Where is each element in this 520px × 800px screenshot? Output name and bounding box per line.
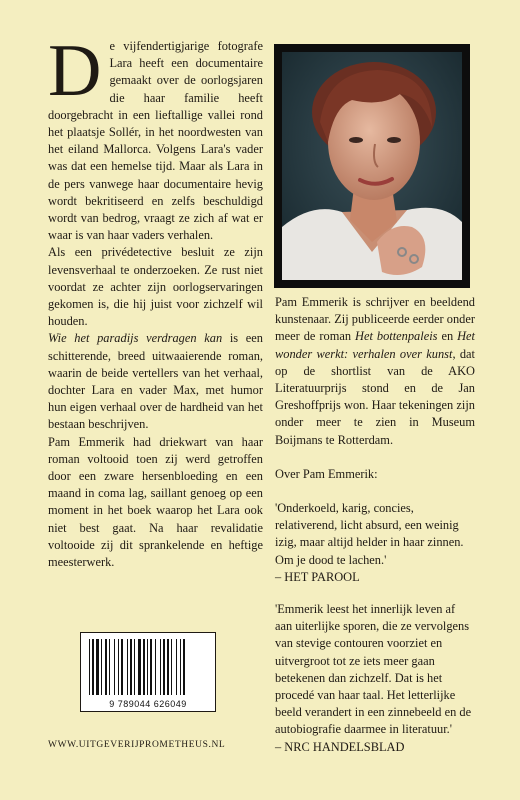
review-source-2: – NRC HANDELSBLAD xyxy=(275,739,405,754)
author-portrait-image xyxy=(282,52,462,280)
back-cover-description xyxy=(48,30,263,571)
review-quote-1: 'Onderkoeld, karig, concies, relativerend, licht absurd, een weinig izig, maar altijd helder in haar zinnen. Om je dood te lachen.' – HET PAROOL xyxy=(275,500,475,586)
description-paragraph-2: Als een privédetective besluit ze zijn levensverhaal te onderzoeken. Ze rust niet voordat ze achter zijn oorlogservaringen gekomen is, die hij juist voor zichzelf wil houden. xyxy=(48,245,263,329)
drop-cap: D xyxy=(48,30,102,112)
reviews-heading: Over Pam Emmerik: xyxy=(275,466,378,481)
bio-title-1: Het bottenpaleis xyxy=(355,329,438,344)
author-photo-frame xyxy=(274,44,470,288)
review-source-1: – HET PAROOL xyxy=(275,569,360,584)
author-photo xyxy=(282,52,462,280)
description-paragraph-3: Wie het paradijs verdragen kan is een schitterende, breed uitwaaierende roman, waarin de beide vertellers van het verhaal, dochter Lara en vader Max, met humor hun eigen verhaal over de hardheid van het bestaan beschrijven. xyxy=(48,331,263,432)
author-bio: Pam Emmerik is schrijver en beeldend kunstenaar. Zij publiceerde eerder onder meer de roman Het bottenpaleis en Het wonder werkt: verhalen over kunst, dat op de shortlist van de AKO Literatuurprijs stond en de Jan Greshoffprijs won. Haar tekeningen zijn onder meer te zien in Museum Boijmans te Rotterdam. xyxy=(275,295,475,447)
barcode-bars xyxy=(87,639,209,695)
book-title: Wie het paradijs verdragen kan xyxy=(48,331,223,346)
review-quote-2: 'Emmerik leest het innerlijk leven af aan uiterlijke sporen, die ze vervolgens van stevige contouren voorziet en uitvergroot tot ze iets meer gaan betekenen dan zichzelf. Dat is het procedé van haar taal. Het letterlijke beeld verandert in een zinnebeeld en de autobiografie daarmee in literatuur.' – NRC HANDELSBLAD xyxy=(275,601,475,756)
description-paragraph-1: De vijfendertigjarige fotografe Lara heeft een documentaire gemaakt over de oorlogsjaren die haar familie heeft doorgebracht in een lieftallige vallei rond het plaatsje Sollér, in het noordwesten van het eiland Mallorca. Volgens Lara's vader was dat een hemelse tijd. Maar als Lara in de pers vanwege haar documentaire hevig wordt bekritiseerd en zelfs beschuldigd wordt van bedrog, vraagt ze zich af wat er waar is van haar vaders verhalen. xyxy=(48,30,263,243)
isbn-barcode xyxy=(80,632,216,712)
author-info xyxy=(275,294,475,771)
description-paragraph-4: Pam Emmerik had driekwart van haar roman voltooid toen zij werd getroffen door een zware hersenbloeding en een maand in coma lag, saillant genoeg op een moment in het boek waarop het Lara ook niet best gaat. Na haar revalidatie voltooide zij dit sprankelende en heftige meesterwerk. xyxy=(48,434,263,570)
publisher-url: WWW.UITGEVERIJPROMETHEUS.NL xyxy=(48,740,226,750)
bio-title-2: Het wonder werkt: verhalen over kunst xyxy=(275,329,475,361)
barcode-number: 9 789044 626049 xyxy=(109,699,187,709)
